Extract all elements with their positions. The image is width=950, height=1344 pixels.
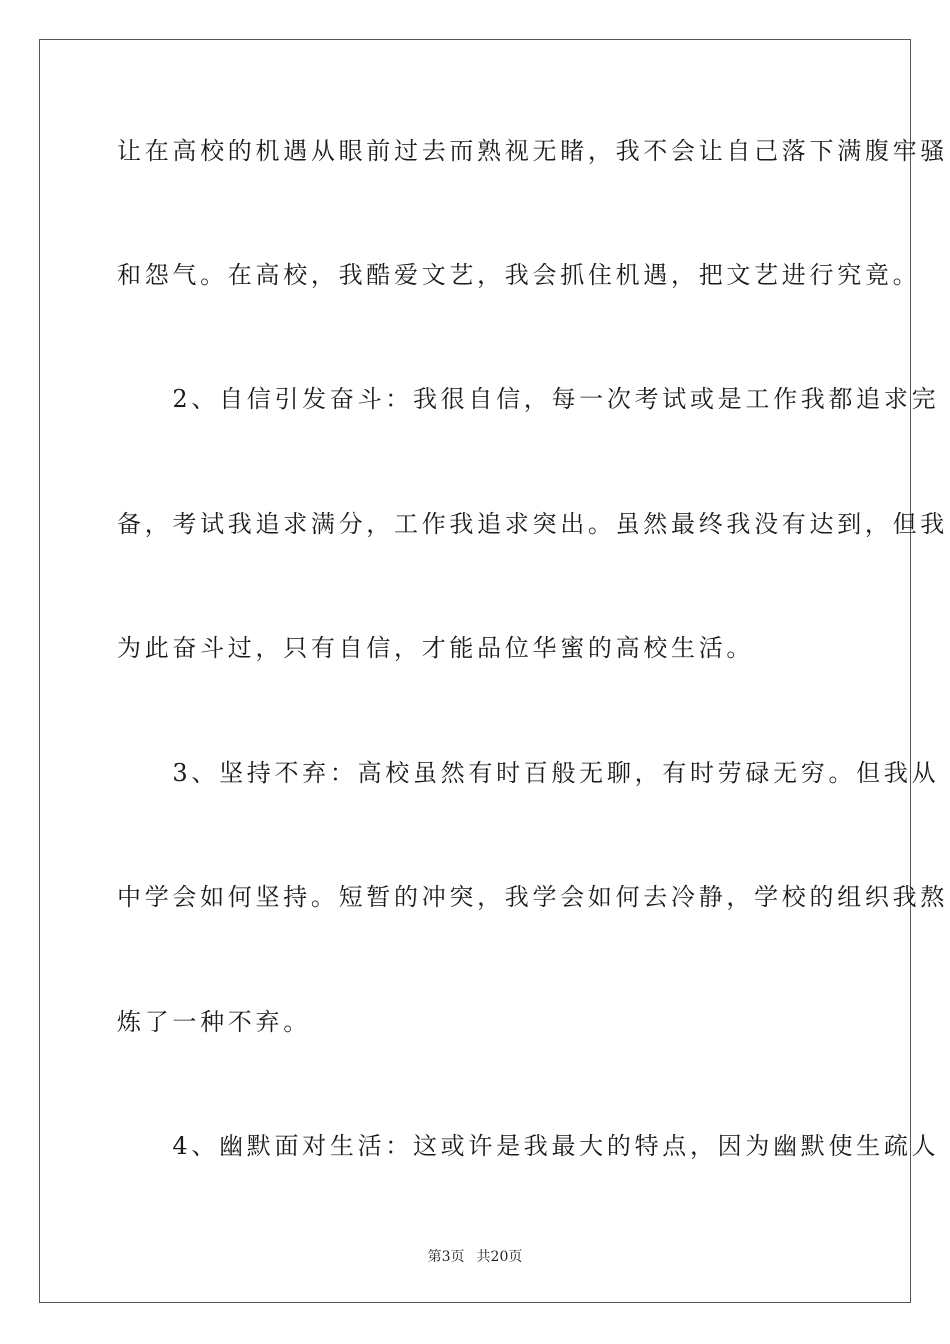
text-line: 炼了一种不弃。 bbox=[117, 1008, 311, 1036]
page-footer bbox=[0, 1248, 950, 1266]
total-pages: 共20页 bbox=[476, 1249, 523, 1265]
text-line: 备，考试我追求满分，工作我追求突出。虽然最终我没有达到，但我 bbox=[117, 510, 948, 538]
text-line: 中学会如何坚持。短暂的冲突，我学会如何去冷静，学校的组织我熬 bbox=[117, 883, 948, 911]
text-line: 2、自信引发奋斗：我很自信，每一次考试或是工作我都追求完 bbox=[117, 385, 940, 413]
text-line: 和怨气。在高校，我酷爱文艺，我会抓住机遇，把文艺进行究竟。 bbox=[117, 261, 921, 289]
page-border bbox=[39, 39, 948, 1303]
text-line: 4、幽默面对生活：这或许是我最大的特点，因为幽默使生疏人 bbox=[117, 1132, 940, 1160]
text-line: 让在高校的机遇从眼前过去而熟视无睹，我不会让自己落下满腹牢骚 bbox=[117, 137, 948, 165]
text-line: 为此奋斗过，只有自信，才能品位华蜜的高校生活。 bbox=[117, 634, 755, 662]
text-line: 3、坚持不弃：高校虽然有时百般无聊，有时劳碌无穷。但我从 bbox=[117, 759, 940, 787]
page-number: 第3页 bbox=[427, 1249, 465, 1265]
